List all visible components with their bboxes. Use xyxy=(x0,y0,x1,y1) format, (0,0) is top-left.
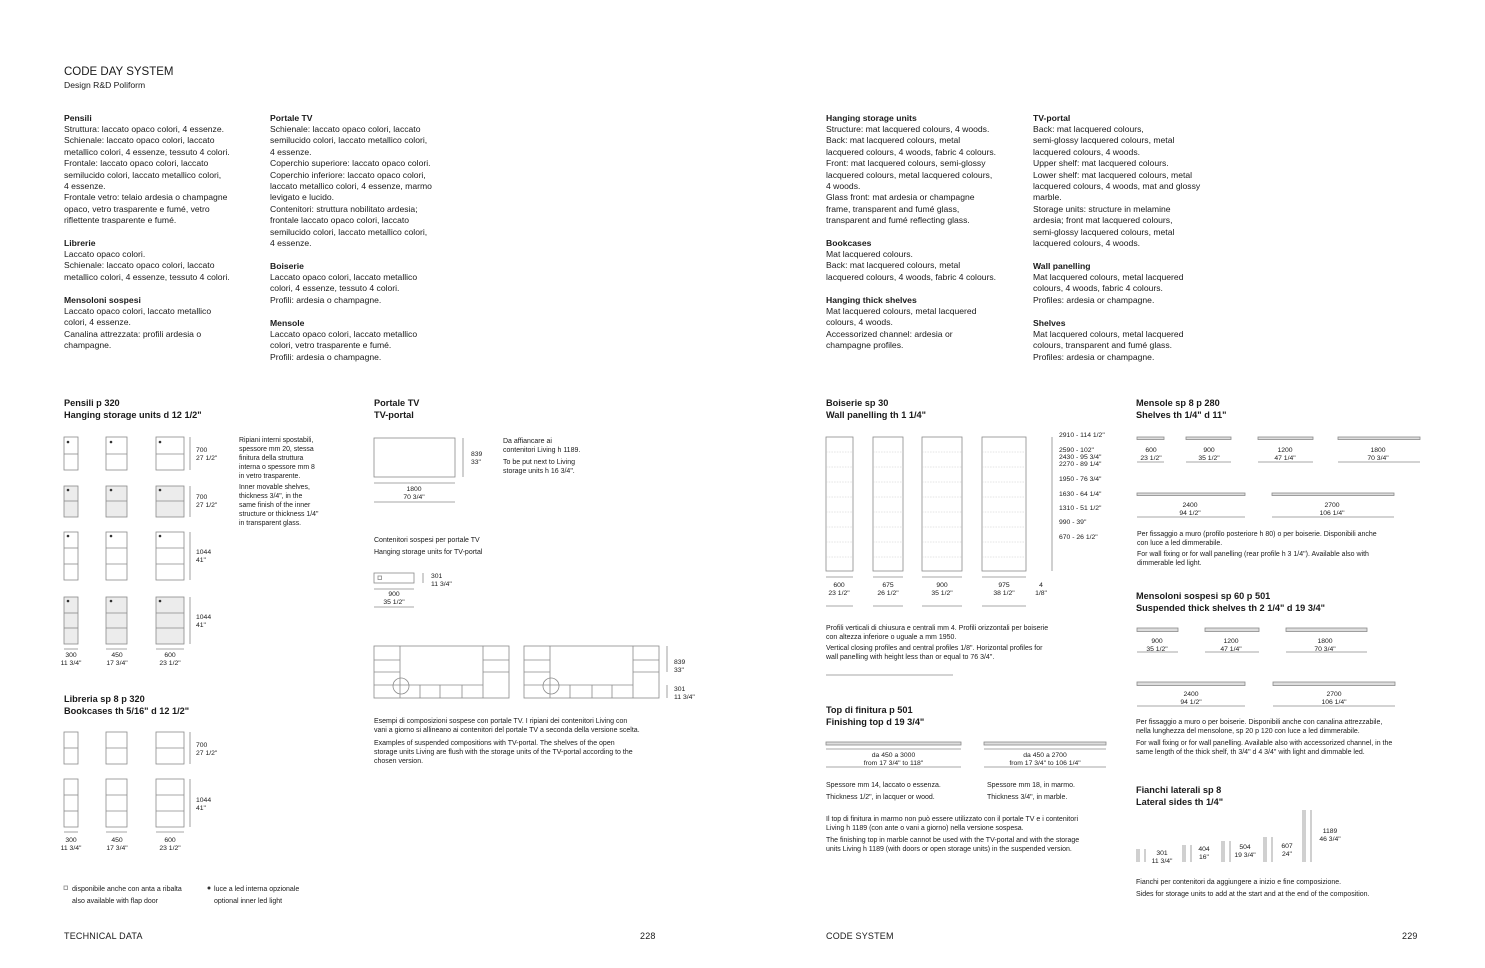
section-title-mensoloni: Mensoloni sospesi sp 60 p 501 Suspended thick shelves th 2 1/4" d 19 3/4" xyxy=(1136,591,1325,613)
shelves-heading: Shelves xyxy=(1033,318,1066,328)
mensole-dim-2: 1200 47 1/4" xyxy=(1274,447,1296,462)
mensole-dim-0: 600 23 1/2" xyxy=(1140,447,1162,462)
mensoloni-dim-3: 2400 94 1/2" xyxy=(1180,691,1202,706)
portale-dim-h: 839 33" xyxy=(471,451,483,466)
thick-shelves-text: Mat lacquered colours, metal lacquered colours, 4 woods. Accessorized channel: ardesia or champagne profiles. xyxy=(826,306,977,351)
contenitori-dim-w: 900 35 1/2" xyxy=(383,591,405,606)
boiserie-text: Laccato opaco colori, laccato metallico colori, 4 essenze, tessuto 4 colori. Profili: ardesia o champagne. xyxy=(270,272,418,305)
librerie-heading: Librerie xyxy=(64,238,96,248)
boiserie-width-3: 975 38 1/2" xyxy=(993,582,1015,597)
mensole-dim-5: 2700 106 1/4" xyxy=(1319,502,1345,517)
section-title-mensole: Mensole sp 8 p 280 Shelves th 1/4" d 11" xyxy=(1136,398,1227,420)
footer-left: TECHNICAL DATA xyxy=(64,931,143,941)
page-number-left: 228 xyxy=(640,931,656,941)
boiserie-note-en: Vertical closing profiles and central profiles 1/8". Horizontal profiles for wall panelling with height less than or equal to 76 3/4". xyxy=(826,645,1043,662)
contenitori-dim-h: 301 11 3/4" xyxy=(431,573,452,588)
fianchi-dim-1: 404 16" xyxy=(1198,846,1210,861)
pensili-text: Struttura: laccato opaco colori, 4 essenze. Schienale: laccato opaco colori, laccato metallico colori, 4 essenze, tessuto 4 colori. Frontale: laccato opaco colori, laccato semilucido colori, laccato metallico colori, 4 essenze. Frontale vetro: telaio ardesia o champagne opaco, vetro trasparente e fumé, vetro riflettente trasparente e fumé. xyxy=(64,124,230,226)
section-title-portale: Portale TV TV-portal xyxy=(374,398,420,420)
hanging-heading: Hanging storage units xyxy=(826,113,917,123)
mensole-dim-3: 1800 70 3/4" xyxy=(1367,447,1389,462)
page-number-right: 229 xyxy=(1402,931,1418,941)
boiserie-height-1: 2590 - 102" xyxy=(1059,447,1094,454)
boiserie-width-0: 600 23 1/2" xyxy=(828,582,850,597)
hanging-text: Structure: mat lacquered colours, 4 woods. Back: mat lacquered colours, metal lacquered colours, 4 woods, fabric 4 colours. Front: mat lacquered colours, semi-glossy lacquered colours, metal lacquered colours, 4 woods. Glass front: mat ardesia or champagne frame, transparent and fumé glass, transparent and fumé reflecting glass. xyxy=(826,124,997,226)
mensoloni-note-en: For wall fixing or for wall panelling. Available also with accessorized channel, in the same length of the thick shelf, th 3/4" d 4 3/4" with light and dimmable led. xyxy=(1136,740,1393,757)
composition-dim-h2: 301 11 3/4" xyxy=(674,686,695,701)
bookcases-heading: Bookcases xyxy=(826,238,872,248)
portale-dim-w: 1800 70 3/4" xyxy=(403,486,425,501)
fianchi-dim-3: 607 24" xyxy=(1281,843,1293,858)
fianchi-note-en: Sides for storage units to add at the start and at the end of the composition. xyxy=(1136,891,1370,898)
mensole-dim-1: 900 35 1/2" xyxy=(1198,447,1220,462)
portale-note-en: To be put next to Living storage units h 16 3/4". xyxy=(503,459,575,476)
pensili-dim-w2: 450 17 3/4" xyxy=(106,652,128,667)
libreria-dim-w1: 300 11 3/4" xyxy=(60,837,82,852)
boiserie-heading: Boiserie xyxy=(270,261,304,271)
portale-text: Schienale: laccato opaco colori, laccato semilucido colori, laccato metallico colori, 4 essenze. Coperchio superiore: laccato opaco colori. Coperchio inferiore: laccato opaco colori, laccato metallico colori, 4 essenze, marmo levigato e lucido. Contenitori: struttura nobilitato ardesia; frontale laccato opaco colori, laccato semilucido colori, laccato metallico colori, 4 essenze. xyxy=(270,124,432,249)
pensili-dim-w1: 300 11 3/4" xyxy=(60,652,82,667)
top-note: Il top di finitura in marmo non può essere utilizzato con il portale TV e i contenitori Living h 1189 (con ante o vani a giorno) nella versione sospesa. xyxy=(826,816,1078,833)
pensili-dim-w3: 600 23 1/2" xyxy=(159,652,181,667)
fianchi-dim-4: 1189 46 3/4" xyxy=(1319,828,1341,843)
top-dim-b: da 450 a 2700 from 17 3/4" to 106 1/4" xyxy=(1009,752,1081,767)
pensili-dim-h2: 700 27 1/2" xyxy=(196,494,218,509)
mensole-note: Per fissaggio a muro (profilo posteriore h 80) o per boiserie. Disponibili anche con luce a led dimmerabile. xyxy=(1137,531,1377,548)
top-note-en: The finishing top in marble cannot be used with the TV-portal and with the storage units Living h 1189 (with doors or open storage units) in the suspended version. xyxy=(826,837,1080,854)
top-spec-a: Spessore mm 14, laccato o essenza. Thickness 1/2", in lacquer or wood. xyxy=(826,782,941,801)
section-title-pensili: Pensili p 320 Hanging storage units d 12 1/2" xyxy=(64,398,202,420)
boiserie-height-7: 990 - 39" xyxy=(1059,519,1087,526)
pensili-dim-h1: 700 27 1/2" xyxy=(196,447,218,462)
mensole-heading: Mensole xyxy=(270,318,305,328)
mensole-dim-4: 2400 94 1/2" xyxy=(1179,502,1201,517)
wallpanel-heading: Wall panelling xyxy=(1033,261,1091,271)
mensoloni-note: Per fissaggio a muro o per boiserie. Disponibili anche con canalina attrezzabile, nella lunghezza del mensolone, sp 20 p 120 con luce a led dimmerabile. xyxy=(1136,719,1383,736)
section-title-libreria: Libreria sp 8 p 320 Bookcases th 5/16" d 12 1/2" xyxy=(64,694,190,716)
mensoloni-dim-4: 2700 106 1/4" xyxy=(1321,691,1347,706)
mensole-text: Laccato opaco colori, laccato metallico colori, vetro trasparente e fumé. Profili: ardesia o champagne. xyxy=(270,329,418,362)
mensoloni-dim-0: 900 35 1/2" xyxy=(1146,638,1168,653)
wallpanel-text: Mat lacquered colours, metal lacquered colours, 4 woods, fabric 4 colours. Profiles: ardesia or champagne. xyxy=(1033,272,1184,305)
libreria-dim-h1: 700 27 1/2" xyxy=(196,742,218,757)
pensili-note: Ripiani interni spostabili, spessore mm 20, stessa finitura della struttura interna o spessore mm 8 in vetro trasparente. xyxy=(239,437,315,480)
top-spec-b: Spessore mm 18, in marmo. Thickness 3/4", in marble. xyxy=(987,782,1075,801)
mensole-note-en: For wall fixing or for wall panelling (rear profile h 3 1/4"). Available also with dimmerable led light. xyxy=(1137,551,1369,568)
legend-led-light: luce a led interna opzionale optional inner led light xyxy=(214,886,300,905)
boiserie-width-1: 675 26 1/2" xyxy=(877,582,899,597)
tvportal-text: Back: mat lacquered colours, semi-glossy lacquered colours, metal lacquered colours, 4 woods. Upper shelf: mat lacquered colours. Lower shelf: mat lacquered colours, metal lacquered colours, 4 woods, mat and glossy marble. Storage units: structure in melamine ardesia; front mat lacquered colours, semi-glossy lacquered colours, metal lacquered colours, 4 woods. xyxy=(1033,124,1201,249)
libreria-dim-w2: 450 17 3/4" xyxy=(106,837,128,852)
boiserie-height-5: 1630 - 64 1/4" xyxy=(1059,491,1102,498)
boiserie-note: Profili verticali di chiusura e centrali mm 4. Profili orizzontali per boiserie con altezza inferiore o uguale a mm 1950. xyxy=(826,625,1049,642)
mensoloni-heading: Mensoloni sospesi xyxy=(64,295,141,305)
section-title-top: Top di finitura p 501 Finishing top d 19 3/4" xyxy=(826,705,925,727)
mensoloni-dim-1: 1200 47 1/4" xyxy=(1220,638,1242,653)
libreria-dim-h2: 1044 41" xyxy=(196,797,212,812)
tvportal-heading: TV-portal xyxy=(1033,113,1071,123)
footer-right: CODE SYSTEM xyxy=(826,931,894,941)
portale-note: Da affiancare ai contenitori Living h 1189. xyxy=(503,438,581,455)
boiserie-height-0: 2910 - 114 1/2" xyxy=(1059,432,1105,439)
boiserie-height-8: 670 - 26 1/2" xyxy=(1059,534,1098,541)
top-dim-a: da 450 a 3000 from 17 3/4" to 118" xyxy=(863,752,924,767)
page-title: CODE DAY SYSTEM xyxy=(64,66,174,78)
boiserie-height-2: 2430 - 95 3/4" xyxy=(1059,454,1102,461)
legend-flap-door: disponibile anche con anta a ribalta also available with flap door xyxy=(72,886,182,905)
boiserie-height-3: 2270 - 89 1/4" xyxy=(1059,461,1102,468)
bookcases-text: Mat lacquered colours. Back: mat lacquered colours, metal lacquered colours, 4 woods, fabric 4 colours. xyxy=(826,249,997,282)
thick-shelves-heading: Hanging thick shelves xyxy=(826,295,917,305)
section-title-fianchi: Fianchi laterali sp 8 Lateral sides th 1/4" xyxy=(1136,785,1224,807)
fianchi-dim-2: 504 19 3/4" xyxy=(1234,844,1256,859)
composition-note-en: Examples of suspended compositions with TV-portal. The shelves of the open storage units Living are flush with the storage units of the TV-portal according to the chosen version. xyxy=(374,740,633,766)
libreria-dim-w3: 600 23 1/2" xyxy=(159,837,181,852)
pensili-dim-h4: 1044 41" xyxy=(196,614,212,629)
boiserie-width-4: 4 1/8" xyxy=(1035,582,1047,597)
pensili-heading: Pensili xyxy=(64,113,92,123)
pensili-note-en: Inner movable shelves, thickness 3/4", in the same finish of the inner structure or thickness 1/4" in transparent glass. xyxy=(239,484,319,527)
mensoloni-text: Laccato opaco colori, laccato metallico colori, 4 essenze. Canalina attrezzata: profili ardesia o champagne. xyxy=(64,306,212,351)
boiserie-height-4: 1950 - 76 3/4" xyxy=(1059,476,1102,483)
pensili-dim-h3: 1044 41" xyxy=(196,549,212,564)
fianchi-dim-0: 301 11 3/4" xyxy=(1151,850,1173,865)
composition-note: Esempi di composizioni sospese con portale TV. I ripiani dei contenitori Living con vani a giorno si allineano ai contenitori del portale TV a seconda della versione scelta. xyxy=(374,718,640,735)
boiserie-width-2: 900 35 1/2" xyxy=(931,582,953,597)
shelves-text: Mat lacquered colours, metal lacquered colours, transparent and fumé glass. Profiles: ardesia or champagne. xyxy=(1033,329,1184,362)
portale-heading: Portale TV xyxy=(270,113,313,123)
page-subtitle: Design R&D Poliform xyxy=(64,80,146,90)
fianchi-note: Fianchi per contenitori da aggiungere a inizio e fine composizione. xyxy=(1136,879,1342,886)
mensoloni-dim-2: 1800 70 3/4" xyxy=(1314,638,1336,653)
boiserie-height-6: 1310 - 51 1/2" xyxy=(1059,505,1102,512)
librerie-text: Laccato opaco colori. Schienale: laccato opaco colori, laccato metallico colori, 4 essenze, tessuto 4 colori. xyxy=(64,249,230,282)
composition-dim-h1: 839 33" xyxy=(674,659,686,674)
section-title-boiserie: Boiserie sp 30 Wall panelling th 1 1/4" xyxy=(826,398,926,420)
contenitori-label: Contenitori sospesi per portale TV Hanging storage units for TV-portal xyxy=(374,537,483,556)
